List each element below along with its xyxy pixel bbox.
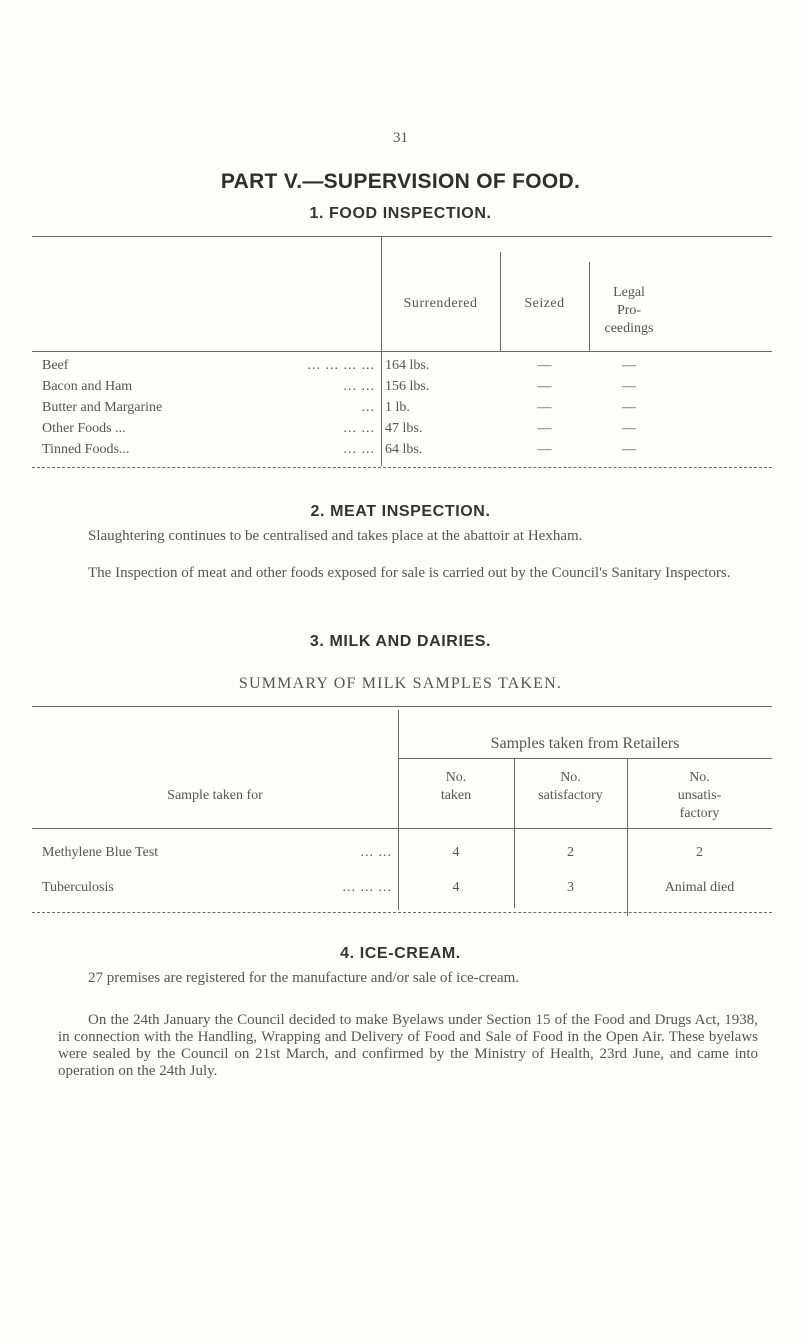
row-unsatisfactory: Animal died: [664, 880, 735, 895]
row-sample: Tuberculosis: [42, 880, 114, 895]
meat-paragraph-2: [58, 565, 758, 582]
ice-cream-heading: 4. ICE-CREAM.: [340, 945, 461, 962]
row-item: Tinned Foods...: [42, 442, 130, 457]
row-legal: —: [622, 379, 636, 394]
meat-paragraph-1-text: Slaughtering continues to be centralised and takes place at the abattoir at Hexham.: [88, 528, 583, 544]
table-bottom-rule: [32, 467, 772, 468]
row-unsatisfactory: 2: [696, 845, 703, 860]
table-header-rule: [32, 828, 772, 829]
col-header-unsatisfactory-line3: factory: [679, 806, 720, 821]
table-top-rule: [32, 236, 772, 237]
page-number: 31: [393, 130, 408, 146]
row-satisfactory: 2: [567, 845, 574, 860]
table-top-rule: [32, 706, 772, 707]
row-surrendered: 64 lbs.: [385, 442, 423, 457]
row-leader-dots: ... ...: [343, 442, 375, 457]
col-header-seized: Seized: [524, 296, 565, 311]
row-sample: Methylene Blue Test: [42, 845, 159, 860]
col-header-unsatisfactory-line1: No.: [689, 770, 710, 785]
row-seized: —: [537, 379, 552, 394]
milk-dairies-heading: 3. MILK AND DAIRIES.: [309, 633, 492, 650]
table-col-divider: [381, 236, 382, 466]
col-header-taken-line2: taken: [440, 788, 472, 803]
ice-cream-paragraph-1: [58, 970, 758, 987]
row-legal: —: [622, 358, 636, 373]
col-header-legal: Legal: [613, 285, 645, 300]
ice-cream-paragraph-2: [58, 1012, 758, 1080]
col-header-satisfactory-line1: No.: [560, 770, 581, 785]
row-leader-dots: ...: [361, 400, 375, 415]
food-inspection-heading: 1. FOOD INSPECTION.: [309, 205, 492, 222]
table-group-rule: [398, 758, 772, 759]
row-satisfactory: 3: [567, 880, 574, 895]
meat-paragraph-2-text: The Inspection of meat and other foods exposed for sale is carried out by the Council's Sanitary Inspectors.: [88, 565, 731, 581]
row-item: Bacon and Ham: [42, 379, 133, 394]
milk-summary-title: SUMMARY OF MILK SAMPLES TAKEN.: [238, 675, 563, 692]
row-surrendered: 156 lbs.: [385, 379, 430, 394]
row-item: Butter and Margarine: [42, 400, 163, 415]
row-item: Beef: [42, 358, 69, 373]
row-surrendered: 47 lbs.: [385, 421, 423, 436]
row-leader-dots: ... ... ... ...: [307, 358, 375, 373]
row-surrendered: 1 lb.: [385, 400, 410, 415]
col-header-taken-line1: No.: [445, 770, 467, 785]
table-bottom-rule: [32, 912, 772, 913]
col-header-ceedings: ceedings: [604, 321, 654, 336]
ice-cream-paragraph-1-text: 27 premises are registered for the manufacture and/or sale of ice-cream.: [88, 970, 520, 986]
ice-cream-paragraph-2-text: On the 24th January the Council decided to make Byelaws under Section 15 of the Food and Drugs Act, 1938, in connection with the Handling, Wrapping and Delivery of Food and Sale of Food in the Open Air. These byelaws were sealed by the Council on 21st March, and confirmed by the Ministry of Health, 23rd June, and came into operation on the 24th July.: [58, 1012, 758, 1079]
col-header-sample: Sample taken for: [167, 788, 263, 803]
part-title: PART V.—SUPERVISION OF FOOD.: [220, 170, 581, 193]
meat-inspection-heading: 2. MEAT INSPECTION.: [310, 503, 491, 520]
row-seized: —: [537, 421, 552, 436]
col-header-unsatisfactory-line2: unsatis-: [677, 788, 722, 803]
row-leader-dots: ... ...: [343, 379, 375, 394]
row-taken: 4: [452, 880, 460, 895]
row-seized: —: [537, 358, 552, 373]
col-header-pro: Pro-: [616, 303, 642, 318]
col-header-satisfactory-line2: satisfactory: [538, 788, 603, 803]
meat-paragraph-1: [58, 528, 758, 545]
row-seized: —: [537, 400, 552, 415]
table-header-rule: [32, 351, 772, 352]
row-item: Other Foods ...: [42, 421, 126, 436]
row-leader-dots: ... ...: [360, 845, 392, 860]
row-legal: —: [622, 400, 636, 415]
row-legal: —: [622, 421, 636, 436]
col-header-surrendered: Surrendered: [403, 296, 478, 311]
row-legal: —: [622, 442, 636, 457]
row-seized: —: [537, 442, 552, 457]
row-leader-dots: ... ... ...: [342, 880, 392, 895]
row-surrendered: 164 lbs.: [385, 358, 430, 373]
group-header-retailers: Samples taken from Retailers: [490, 735, 680, 752]
row-taken: 4: [452, 845, 460, 860]
row-leader-dots: ... ...: [343, 421, 375, 436]
